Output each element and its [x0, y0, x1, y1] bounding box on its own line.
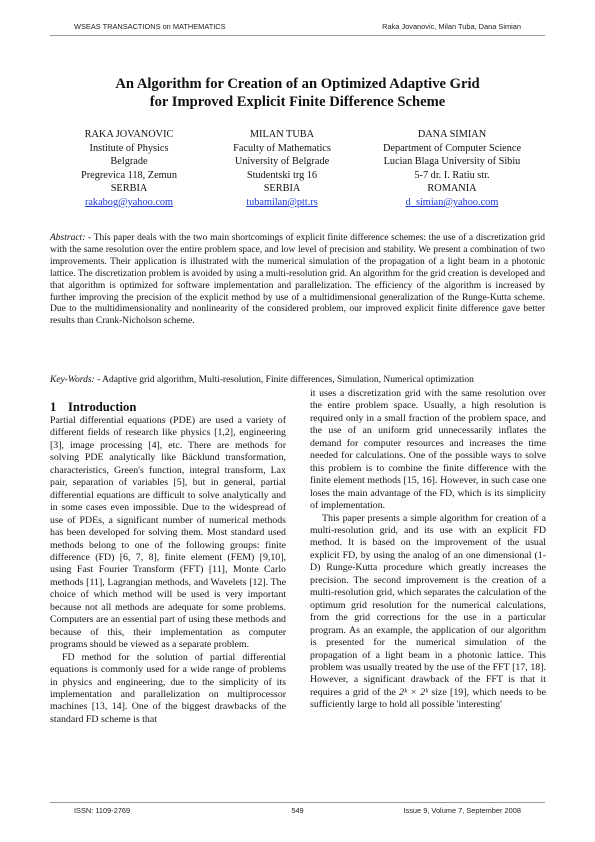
abstract	[50, 233, 545, 328]
running-header	[74, 22, 521, 34]
keywords-label: Key-Words:	[50, 375, 95, 385]
keywords	[50, 374, 545, 386]
paragraph-text-end: size [19], which needs to be sufficiently large to hold all possible 'interesting'	[310, 686, 546, 711]
author-affiliation-2: Lucian Blaga University of Sibiu	[383, 156, 521, 168]
title-line-1: An Algorithm for Creation of an Optimized Adaptive Grid	[115, 76, 480, 92]
paragraph	[310, 513, 546, 712]
paragraph: Partial differential equations (PDE) are used a variety of different fields of research like physics [1,2], engineering [3], image processing [4], etc. There are methods for solving PDE analytically like Bäcklund transformation, characteristics, Green's function, integral transform, Lax pair, separation of variables [5], but in general, partial differential equations are difficult to solve analytically and in some cases even impossible. Due to the widespread of use of PDEs, a significant number of numerical methods has been developed for solving them. Most standard used methods belong to one of the following groups: finite difference (FD) [6, 7, 8], finite element (FEM) [9,10], using Fast Fourier Transform (FFT) [11], Monte Carlo methods [11], Lagrangian methods, and Wavelets [12]. The choice of which method will be used is very important because not all methods are adequate for some problems. Computers are an essential part of using these methods and because of this, their implementation as computer programs should be viewed as a separate problem.	[50, 415, 286, 651]
author-affiliation: Institute of Physics	[89, 142, 169, 154]
issn: ISSN: 1109-2769	[74, 806, 131, 815]
title-line-2: for Improved Explicit Finite Difference Scheme	[149, 94, 446, 110]
author-block	[50, 128, 545, 214]
author-affiliation-2: University of Belgrade	[234, 156, 330, 168]
grid-size-formula: 2ᵏ × 2ᵏ	[399, 686, 428, 698]
author-affiliation: Faculty of Mathematics	[233, 142, 331, 154]
author-country: ROMANIA	[427, 183, 477, 195]
author-1	[50, 128, 208, 210]
header-authors: Raka Jovanovic, Milan Tuba, Dana Simian	[382, 22, 521, 31]
footer-rule	[50, 802, 545, 803]
header-rule	[50, 35, 545, 36]
author-name: MILAN TUBA	[249, 129, 315, 140]
author-address: Pregrevica 118, Zemun	[81, 169, 177, 181]
author-email-link[interactable]: d_simian@yahoo.com	[405, 196, 499, 208]
section-title: Introduction	[68, 402, 137, 414]
paragraph-text: This paper presents a simple algorithm for creation of a multi-resolution grid, and its use with an explicit FD method. It is based on the improvement of the usual explicit FD, by using the analog of an one dimensional (1-D) Runge-Kutta procedure which greatly increases the precision. The second improvement is the creation of a multi-resolution grid, which separates the calculation of the optimum grid resolution for the numerical calculations, from the grid corrections for the use in a particular program. As an example, the application of our algorithm is presented for the numerical simulation of the propagation of a light beam in a photonic lattice. This problem was usually treated by the use of the FFT [17, 18]. However, a significant drawback of the FFT is that it requires a grid of the	[310, 512, 546, 698]
page-number: 549	[291, 806, 304, 815]
paper-title	[40, 75, 555, 111]
paragraph: it uses a discretization grid with the same resolution over the entire problem space. Usually, a high resolution is required only in a small fraction of the problem space, and the use of an uniform grid unnecessarily inflates the demand for computer resources and increases the time needed for calculations. One of the possible ways to solve this problem is to combine the finite difference with the finite element methods [15, 16]. However, in such case one loses the main advantage of the FD, which is its simplicity of implementation.	[310, 388, 546, 512]
author-name: DANA SIMIAN	[417, 129, 487, 140]
author-address: Studentski trg 16	[246, 169, 318, 181]
journal-name: WSEAS TRANSACTIONS on MATHEMATICS	[74, 22, 226, 31]
section-number: 1	[50, 402, 57, 414]
paragraph: FD method for the solution of partial differential equations is commonly used for a wide range of problems in physics and engineering, due to the simplicity of its implementation and parallelization on multiprocessor machines [13, 14]. One of the biggest drawbacks of the standard FD scheme is that	[50, 651, 286, 725]
author-email-link[interactable]: tubamilan@ptt.rs	[246, 196, 318, 208]
abstract-text: - This paper deals with the two main shortcomings of explicit finite difference schemes: the use of a discretization grid with the same resolution over the entire problem space, and low level of precision and stability. We present a combination of two improvements. Their application is illustrated with the numerical simulation of the propagation of a light beam in a photonic lattice. The discretization problem is avoided by using a multi-resolution grid. An algorithm for the grid creation is developed and that algorithm is optimized for software implementation and parallelization. The efficiency of the algorithm is increased by further improving the precision of the explicit method by use of a multidimensional generalization of the Runge-Kutta scheme. Due to the multidimensionality and nonlinearity of the considered problem, our improved explicit finite difference gave better results than Crank-Nicholson scheme.	[50, 233, 545, 327]
author-country: SERBIA	[110, 183, 148, 195]
left-column	[50, 402, 286, 778]
author-email-link[interactable]: rakabog@yahoo.com	[84, 196, 174, 208]
author-3	[356, 128, 548, 210]
author-address: 5-7 dr. I. Ratiu str.	[414, 169, 490, 181]
section-heading	[50, 402, 286, 414]
author-name: RAKA JOVANOVIC	[84, 129, 174, 140]
keywords-text: - Adaptive grid algorithm, Multi-resolution, Finite differences, Simulation, Numerical optimization	[94, 375, 474, 385]
author-country: SERBIA	[263, 183, 301, 195]
author-affiliation: Department of Computer Science	[382, 142, 522, 154]
author-2	[202, 128, 362, 210]
author-affiliation-2: Belgrade	[110, 156, 148, 168]
page-footer	[74, 806, 521, 818]
issue-info: Issue 9, Volume 7, September 2008	[403, 806, 521, 815]
right-column	[310, 388, 546, 764]
abstract-label: Abstract:	[50, 233, 86, 243]
